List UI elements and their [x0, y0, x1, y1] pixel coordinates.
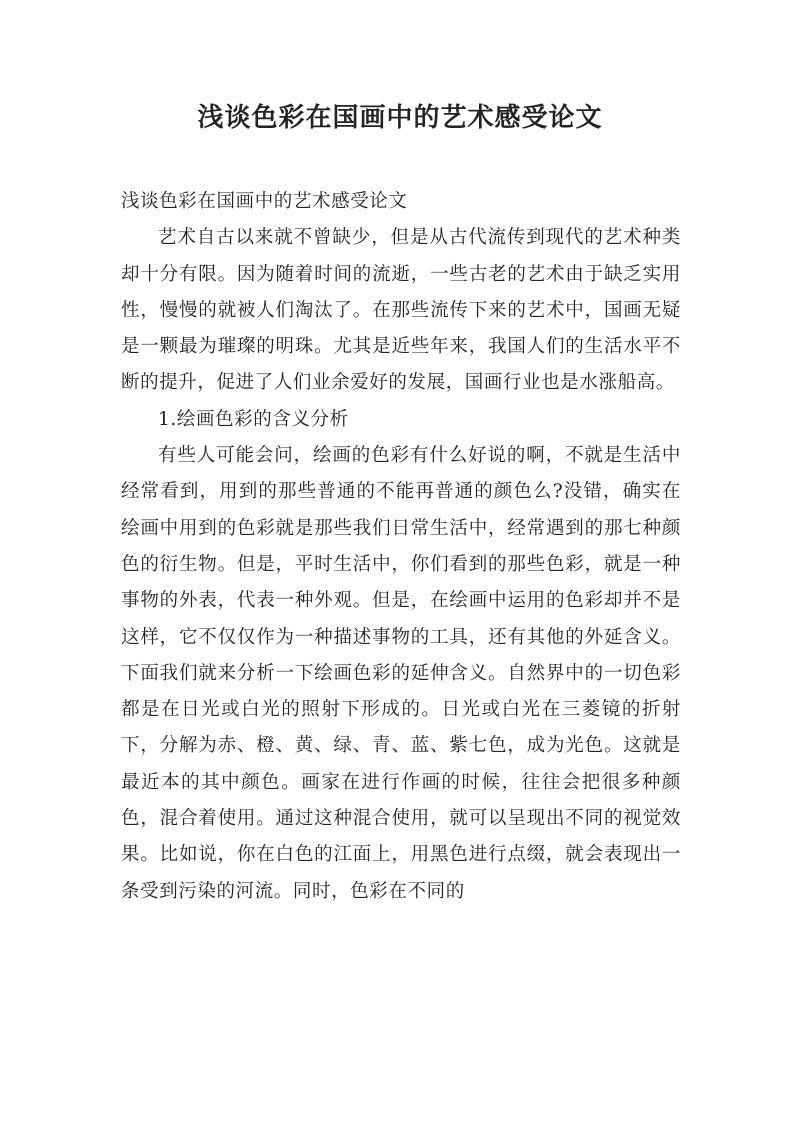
document-body	[121, 184, 681, 910]
paragraph-color-meaning: 有些人可能会问，绘画的色彩有什么好说的啊，不就是生活中经常看到，用到的那些普通的不能再普通的颜色么?没错，确实在绘画中用到的色彩就是那些我们日常生活中，经常遇到的那七种颜色的衍生物。但是，平时生活中，你们看到的那些色彩，就是一种事物的外表，代表一种外观。但是，在绘画中运用的色彩却并不是这样，它不仅仅作为一种描述事物的工具，还有其他的外延含义。下面我们就来分析一下绘画色彩的延伸含义。自然界中的一切色彩都是在日光或白光的照射下形成的。日光或白光在三菱镜的折射下，分解为赤、橙、黄、绿、青、蓝、紫七色，成为光色。这就是最近本的其中颜色。画家在进行作画的时候，往往会把很多种颜色，混合着使用。通过这种混合使用，就可以呈现出不同的视觉效果。比如说，你在白色的江面上，用黑色进行点缀，就会表现出一条受到污染的河流。同时，色彩在不同的	[121, 445, 681, 902]
paragraph-intro: 艺术自古以来就不曾缺少，但是从古代流传到现代的艺术种类却十分有限。因为随着时间的流逝，一些古老的艺术由于缺乏实用性，慢慢的就被人们淘汰了。在那些流传下来的艺术中，国画无疑是一颗最为璀璨的明珠。尤其是近些年来，我国人们的生活水平不断的提升，促进了人们业余爱好的发展，国画行业也是水涨船高。	[121, 227, 681, 394]
document-subtitle: 浅谈色彩在国画中的艺术感受论文	[121, 191, 408, 212]
document-title: 浅谈色彩在国画中的艺术感受论文	[197, 103, 603, 133]
section-heading: 1.绘画色彩的含义分析	[158, 408, 349, 430]
